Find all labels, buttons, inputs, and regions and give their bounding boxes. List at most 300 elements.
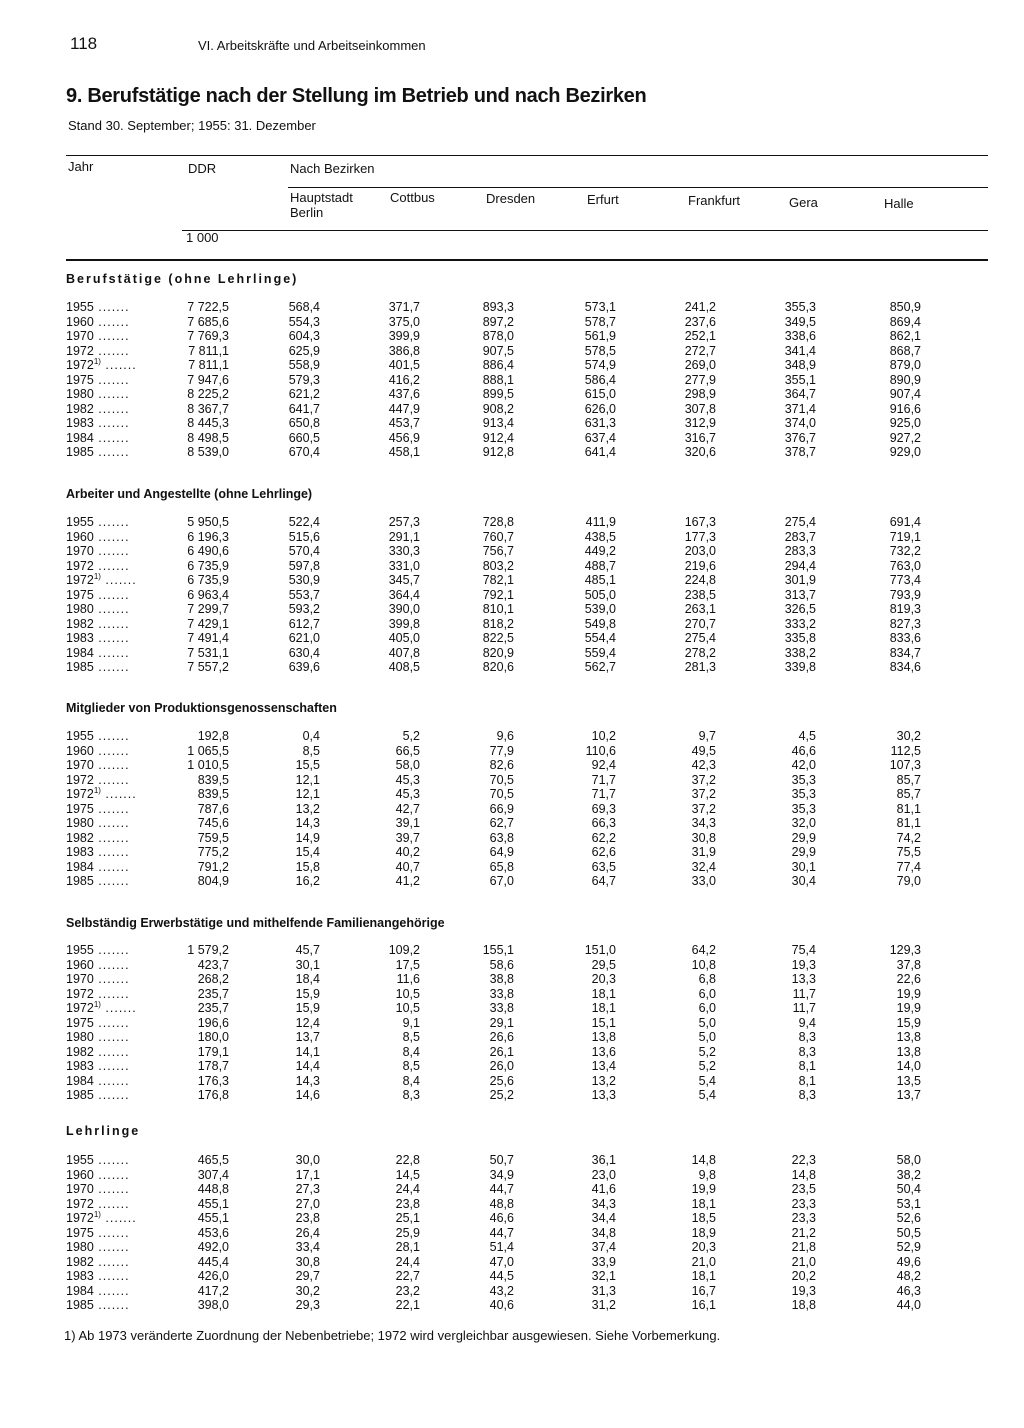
cell-ddr: 7 947,6	[187, 372, 229, 387]
footnote-marker: 1)	[93, 1210, 101, 1219]
cell-cottbus: 375,0	[388, 314, 420, 329]
cell-erfurt: 559,4	[584, 645, 616, 660]
cell-gera: 18,8	[791, 1298, 816, 1312]
cell-frankfurt: 5,0	[698, 1015, 716, 1030]
cell-halle: 773,4	[889, 573, 921, 587]
cell-cottbus: 458,1	[388, 445, 420, 459]
cell-frankfurt: 20,3	[691, 1240, 716, 1254]
cell-frankfurt: 270,7	[684, 616, 716, 631]
cell-gera: 35,3	[791, 801, 816, 816]
cell-ddr: 455,1	[197, 1196, 229, 1211]
cell-ddr: 465,5	[197, 1153, 229, 1167]
cell-gera: 8,1	[798, 1073, 816, 1088]
cell-ddr: 7 491,4	[187, 631, 229, 645]
cell-erfurt: 29,5	[591, 957, 616, 972]
header-year: Jahr	[68, 159, 94, 174]
cell-berlin: 621,2	[288, 387, 320, 401]
cell-berlin: 558,9	[288, 358, 320, 372]
cell-dresden: 70,5	[489, 787, 514, 801]
cell-halle: 833,6	[889, 631, 921, 645]
cell-berlin: 625,9	[288, 343, 320, 358]
cell-halle: 916,6	[889, 401, 921, 416]
cell-erfurt: 34,4	[591, 1211, 616, 1225]
table-row	[0, 1255, 1024, 1269]
cell-frankfurt: 19,9	[691, 1182, 716, 1196]
cell-cottbus: 416,2	[388, 372, 420, 387]
cell-berlin: 639,6	[288, 660, 320, 674]
cell-gera: 326,5	[784, 602, 816, 616]
table-row	[0, 758, 1024, 772]
cell-erfurt: 62,2	[591, 830, 616, 845]
cell-halle: 85,7	[896, 772, 921, 787]
row-year: 1955 .......	[66, 943, 130, 957]
cell-halle: 834,6	[889, 660, 921, 674]
cell-frankfurt: 5,0	[698, 1030, 716, 1044]
cell-halle: 929,0	[889, 445, 921, 459]
cell-berlin: 14,9	[295, 830, 320, 845]
cell-berlin: 554,3	[288, 314, 320, 329]
cell-gera: 20,2	[791, 1269, 816, 1283]
header-district-gera: Gera	[789, 195, 818, 210]
cell-erfurt: 13,2	[591, 1073, 616, 1088]
cell-cottbus: 23,8	[395, 1196, 420, 1211]
cell-gera: 14,8	[791, 1167, 816, 1182]
cell-dresden: 810,1	[482, 602, 514, 616]
cell-berlin: 621,0	[288, 631, 320, 645]
header-rule-unit	[182, 230, 988, 231]
row-year: 1972 .......	[66, 343, 130, 358]
cell-frankfurt: 238,5	[684, 587, 716, 602]
row-year: 1980 .......	[66, 387, 130, 401]
row-year: 1972$^{1)}$ .......	[66, 572, 137, 587]
cell-cottbus: 330,3	[388, 544, 420, 558]
table-row	[0, 1153, 1024, 1167]
cell-frankfurt: 10,8	[691, 957, 716, 972]
header-district-dresden: Dresden	[486, 191, 536, 206]
table-row	[0, 660, 1024, 674]
cell-berlin: 530,9	[288, 573, 320, 587]
cell-ddr: 176,3	[197, 1073, 229, 1088]
cell-cottbus: 5,2	[402, 729, 420, 743]
cell-cottbus: 25,9	[395, 1225, 420, 1240]
cell-ddr: 7 429,1	[187, 616, 229, 631]
cell-frankfurt: 320,6	[684, 445, 716, 459]
cell-halle: 925,0	[889, 416, 921, 430]
header-district-frankfurt: Frankfurt	[688, 193, 741, 208]
cell-ddr: 787,6	[197, 801, 229, 816]
row-year: 1983 .......	[66, 631, 130, 645]
table-row	[0, 1016, 1024, 1030]
cell-erfurt: 578,7	[584, 314, 616, 329]
cell-ddr: 8 367,7	[187, 401, 229, 416]
table-row	[0, 300, 1024, 314]
cell-dresden: 25,6	[489, 1073, 514, 1088]
cell-halle: 879,0	[889, 358, 921, 372]
cell-ddr: 492,0	[197, 1240, 229, 1254]
row-year: 1985 .......	[66, 660, 130, 674]
row-year: 1972$^{1)}$ .......	[66, 1000, 137, 1015]
cell-halle: 38,2	[896, 1167, 921, 1182]
cell-erfurt: 13,8	[591, 1030, 616, 1044]
cell-ddr: 423,7	[197, 957, 229, 972]
cell-frankfurt: 16,1	[691, 1298, 716, 1312]
cell-halle: 19,9	[896, 986, 921, 1001]
cell-halle: 52,6	[896, 1211, 921, 1225]
cell-frankfurt: 37,2	[691, 801, 716, 816]
cell-dresden: 912,8	[482, 445, 514, 459]
cell-halle: 19,9	[896, 1001, 921, 1015]
table-row	[0, 1001, 1024, 1015]
cell-berlin: 30,2	[295, 1283, 320, 1298]
cell-ddr: 8 498,5	[187, 430, 229, 445]
cell-dresden: 47,0	[489, 1254, 514, 1269]
cell-ddr: 426,0	[197, 1269, 229, 1283]
cell-halle: 79,0	[896, 874, 921, 888]
cell-gera: 301,9	[784, 573, 816, 587]
cell-erfurt: 31,2	[591, 1298, 616, 1312]
cell-cottbus: 437,6	[388, 387, 420, 401]
cell-dresden: 907,5	[482, 343, 514, 358]
cell-erfurt: 549,8	[584, 616, 616, 631]
table-row	[0, 1182, 1024, 1196]
cell-gera: 30,1	[791, 859, 816, 874]
cell-erfurt: 71,7	[591, 787, 616, 801]
row-year: 1975 .......	[66, 587, 130, 602]
cell-frankfurt: 6,0	[698, 986, 716, 1001]
cell-dresden: 822,5	[482, 631, 514, 645]
cell-halle: 22,6	[896, 972, 921, 986]
cell-erfurt: 92,4	[591, 758, 616, 772]
cell-gera: 339,8	[784, 660, 816, 674]
table-title: 9. Berufstätige nach der Stellung im Betrieb und nach Bezirken	[66, 85, 647, 107]
cell-cottbus: 42,7	[395, 801, 420, 816]
cell-frankfurt: 203,0	[684, 544, 716, 558]
cell-frankfurt: 30,8	[691, 830, 716, 845]
cell-berlin: 16,2	[295, 874, 320, 888]
cell-berlin: 14,3	[295, 1073, 320, 1088]
cell-frankfurt: 312,9	[684, 416, 716, 430]
row-year: 1984 .......	[66, 645, 130, 660]
cell-frankfurt: 16,7	[691, 1283, 716, 1298]
cell-ddr: 307,4	[197, 1167, 229, 1182]
cell-gera: 294,4	[784, 558, 816, 573]
cell-dresden: 50,7	[489, 1153, 514, 1167]
cell-gera: 8,3	[798, 1030, 816, 1044]
cell-frankfurt: 34,3	[691, 816, 716, 830]
cell-ddr: 417,2	[197, 1283, 229, 1298]
cell-frankfurt: 18,9	[691, 1225, 716, 1240]
cell-frankfurt: 42,3	[691, 758, 716, 772]
table-row	[0, 373, 1024, 387]
cell-erfurt: 36,1	[591, 1153, 616, 1167]
table-row	[0, 445, 1024, 459]
cell-erfurt: 578,5	[584, 343, 616, 358]
row-year: 1972 .......	[66, 558, 130, 573]
table-row	[0, 1240, 1024, 1254]
cell-gera: 30,4	[791, 874, 816, 888]
cell-dresden: 820,9	[482, 645, 514, 660]
cell-erfurt: 18,1	[591, 986, 616, 1001]
cell-ddr: 1 065,5	[187, 743, 229, 758]
row-year: 1970 .......	[66, 972, 130, 986]
cell-frankfurt: 37,2	[691, 772, 716, 787]
cell-erfurt: 631,3	[584, 416, 616, 430]
cell-berlin: 650,8	[288, 416, 320, 430]
cell-berlin: 27,0	[295, 1196, 320, 1211]
cell-halle: 81,1	[896, 816, 921, 830]
table-row	[0, 744, 1024, 758]
cell-berlin: 14,3	[295, 816, 320, 830]
table-row	[0, 1074, 1024, 1088]
cell-frankfurt: 32,4	[691, 859, 716, 874]
cell-ddr: 6 735,9	[187, 573, 229, 587]
table-row	[0, 631, 1024, 645]
cell-gera: 19,3	[791, 1283, 816, 1298]
cell-ddr: 7 811,1	[188, 358, 229, 372]
cell-erfurt: 615,0	[584, 387, 616, 401]
cell-frankfurt: 5,4	[698, 1073, 716, 1088]
cell-halle: 13,8	[896, 1044, 921, 1059]
row-year: 1982 .......	[66, 401, 130, 416]
cell-ddr: 176,8	[197, 1088, 229, 1102]
cell-dresden: 63,8	[489, 830, 514, 845]
cell-cottbus: 40,7	[395, 859, 420, 874]
table-row	[0, 602, 1024, 616]
row-year: 1972$^{1)}$ .......	[66, 786, 137, 801]
cell-berlin: 612,7	[288, 616, 320, 631]
cell-halle: 691,4	[889, 515, 921, 529]
cell-berlin: 15,9	[295, 986, 320, 1001]
cell-gera: 29,9	[791, 830, 816, 845]
cell-halle: 77,4	[896, 859, 921, 874]
cell-berlin: 30,8	[295, 1254, 320, 1269]
cell-gera: 9,4	[798, 1015, 816, 1030]
cell-frankfurt: 18,1	[691, 1269, 716, 1283]
cell-frankfurt: 219,6	[684, 558, 716, 573]
cell-frankfurt: 277,9	[684, 372, 716, 387]
cell-dresden: 26,6	[489, 1030, 514, 1044]
cell-ddr: 448,8	[197, 1182, 229, 1196]
cell-frankfurt: 252,1	[684, 329, 716, 343]
row-year: 1975 .......	[66, 372, 130, 387]
cell-ddr: 1 010,5	[187, 758, 229, 772]
cell-gera: 22,3	[791, 1153, 816, 1167]
table-row	[0, 831, 1024, 845]
cell-frankfurt: 33,0	[691, 874, 716, 888]
cell-berlin: 641,7	[288, 401, 320, 416]
cell-frankfurt: 272,7	[684, 343, 716, 358]
table-row	[0, 1088, 1024, 1102]
cell-dresden: 43,2	[489, 1283, 514, 1298]
row-year: 1985 .......	[66, 1088, 130, 1102]
table-row	[0, 329, 1024, 343]
cell-halle: 48,2	[896, 1269, 921, 1283]
cell-halle: 13,5	[896, 1073, 921, 1088]
cell-gera: 32,0	[791, 816, 816, 830]
cell-cottbus: 39,1	[395, 816, 420, 830]
cell-ddr: 6 735,9	[187, 558, 229, 573]
cell-halle: 907,4	[889, 387, 921, 401]
table-row	[0, 1269, 1024, 1283]
table-subtitle: Stand 30. September; 1955: 31. Dezember	[68, 118, 316, 133]
cell-gera: 283,7	[784, 529, 816, 544]
cell-gera: 13,3	[791, 972, 816, 986]
cell-erfurt: 505,0	[584, 587, 616, 602]
row-year: 1972 .......	[66, 986, 130, 1001]
cell-ddr: 5 950,5	[187, 515, 229, 529]
cell-erfurt: 31,3	[591, 1283, 616, 1298]
cell-halle: 819,3	[889, 602, 921, 616]
cell-ddr: 179,1	[197, 1044, 229, 1059]
cell-erfurt: 488,7	[584, 558, 616, 573]
cell-dresden: 77,9	[489, 743, 514, 758]
row-year: 1955 .......	[66, 1153, 130, 1167]
cell-frankfurt: 278,2	[684, 645, 716, 660]
cell-gera: 349,5	[784, 314, 816, 329]
cell-erfurt: 33,9	[591, 1254, 616, 1269]
cell-dresden: 818,2	[482, 616, 514, 631]
cell-cottbus: 331,0	[388, 558, 420, 573]
cell-gera: 8,3	[798, 1088, 816, 1102]
header-group: Nach Bezirken	[290, 161, 375, 176]
header-ddr: DDR	[188, 161, 217, 176]
cell-halle: 44,0	[896, 1298, 921, 1312]
cell-gera: 335,8	[784, 631, 816, 645]
cell-dresden: 756,7	[482, 544, 514, 558]
cell-gera: 4,5	[798, 729, 816, 743]
cell-cottbus: 24,4	[395, 1182, 420, 1196]
table-row	[0, 943, 1024, 957]
cell-erfurt: 539,0	[584, 602, 616, 616]
cell-berlin: 29,3	[295, 1298, 320, 1312]
cell-gera: 46,6	[791, 743, 816, 758]
cell-ddr: 196,6	[197, 1015, 229, 1030]
cell-erfurt: 626,0	[584, 401, 616, 416]
cell-ddr: 8 225,2	[187, 387, 229, 401]
cell-frankfurt: 37,2	[691, 787, 716, 801]
cell-gera: 21,0	[791, 1254, 816, 1269]
row-year: 1980 .......	[66, 1240, 130, 1254]
cell-berlin: 670,4	[288, 445, 320, 459]
cell-ddr: 180,0	[197, 1030, 229, 1044]
cell-frankfurt: 167,3	[684, 515, 716, 529]
cell-halle: 30,2	[896, 729, 921, 743]
cell-frankfurt: 177,3	[684, 529, 716, 544]
row-year: 1975 .......	[66, 801, 130, 816]
table-row	[0, 588, 1024, 602]
cell-erfurt: 151,0	[584, 943, 616, 957]
cell-halle: 129,3	[889, 943, 921, 957]
cell-ddr: 6 490,6	[187, 544, 229, 558]
table-row	[0, 987, 1024, 1001]
row-year: 1975 .......	[66, 1225, 130, 1240]
cell-cottbus: 40,2	[395, 845, 420, 859]
cell-frankfurt: 6,8	[698, 972, 716, 986]
cell-erfurt: 485,1	[584, 573, 616, 587]
table-row	[0, 816, 1024, 830]
cell-erfurt: 20,3	[591, 972, 616, 986]
row-year: 1972$^{1)}$ .......	[66, 357, 137, 372]
cell-halle: 13,7	[896, 1088, 921, 1102]
cell-berlin: 604,3	[288, 329, 320, 343]
header-district-halle: Halle	[884, 196, 914, 211]
cell-cottbus: 447,9	[388, 401, 420, 416]
cell-dresden: 913,4	[482, 416, 514, 430]
cell-cottbus: 22,7	[395, 1269, 420, 1283]
cell-dresden: 29,1	[489, 1015, 514, 1030]
cell-cottbus: 58,0	[395, 758, 420, 772]
cell-gera: 371,4	[784, 401, 816, 416]
table-row	[0, 315, 1024, 329]
cell-dresden: 888,1	[482, 372, 514, 387]
cell-dresden: 728,8	[482, 515, 514, 529]
header-unit: 1 000	[186, 230, 219, 245]
cell-cottbus: 45,3	[395, 772, 420, 787]
cell-dresden: 70,5	[489, 772, 514, 787]
cell-cottbus: 408,5	[388, 660, 420, 674]
cell-dresden: 33,8	[489, 986, 514, 1001]
row-year: 1984 .......	[66, 430, 130, 445]
cell-dresden: 820,6	[482, 660, 514, 674]
cell-erfurt: 13,4	[591, 1059, 616, 1073]
cell-gera: 29,9	[791, 845, 816, 859]
table-row	[0, 617, 1024, 631]
cell-erfurt: 71,7	[591, 772, 616, 787]
cell-frankfurt: 241,2	[684, 300, 716, 314]
cell-halle: 37,8	[896, 957, 921, 972]
cell-halle: 49,6	[896, 1254, 921, 1269]
cell-erfurt: 637,4	[584, 430, 616, 445]
cell-gera: 364,7	[784, 387, 816, 401]
cell-berlin: 12,1	[295, 772, 320, 787]
cell-dresden: 62,7	[489, 816, 514, 830]
cell-frankfurt: 281,3	[684, 660, 716, 674]
cell-erfurt: 62,6	[591, 845, 616, 859]
row-year: 1960 .......	[66, 957, 130, 972]
row-year: 1984 .......	[66, 1073, 130, 1088]
cell-berlin: 14,4	[295, 1059, 320, 1073]
cell-ddr: 7 299,7	[187, 602, 229, 616]
cell-cottbus: 390,0	[388, 602, 420, 616]
cell-erfurt: 64,7	[591, 874, 616, 888]
cell-berlin: 630,4	[288, 645, 320, 660]
cell-berlin: 553,7	[288, 587, 320, 602]
cell-erfurt: 18,1	[591, 1001, 616, 1015]
cell-ddr: 7 811,1	[188, 343, 229, 358]
section-title: Arbeiter und Angestellte (ohne Lehrlinge)	[66, 487, 313, 501]
cell-frankfurt: 21,0	[691, 1254, 716, 1269]
table-row	[0, 387, 1024, 401]
table-row	[0, 1045, 1024, 1059]
cell-halle: 81,1	[896, 801, 921, 816]
cell-cottbus: 407,8	[388, 645, 420, 660]
table-row	[0, 559, 1024, 573]
cell-berlin: 522,4	[288, 515, 320, 529]
cell-gera: 348,9	[784, 358, 816, 372]
row-year: 1984 .......	[66, 1283, 130, 1298]
cell-gera: 8,1	[798, 1059, 816, 1073]
cell-berlin: 14,6	[295, 1088, 320, 1102]
cell-cottbus: 25,1	[395, 1211, 420, 1225]
cell-dresden: 66,9	[489, 801, 514, 816]
cell-halle: 890,9	[889, 372, 921, 387]
cell-halle: 868,7	[889, 343, 921, 358]
header-district-cottbus: Cottbus	[390, 190, 435, 205]
cell-cottbus: 345,7	[388, 573, 420, 587]
cell-gera: 21,2	[791, 1225, 816, 1240]
cell-gera: 42,0	[791, 758, 816, 772]
cell-dresden: 878,0	[482, 329, 514, 343]
